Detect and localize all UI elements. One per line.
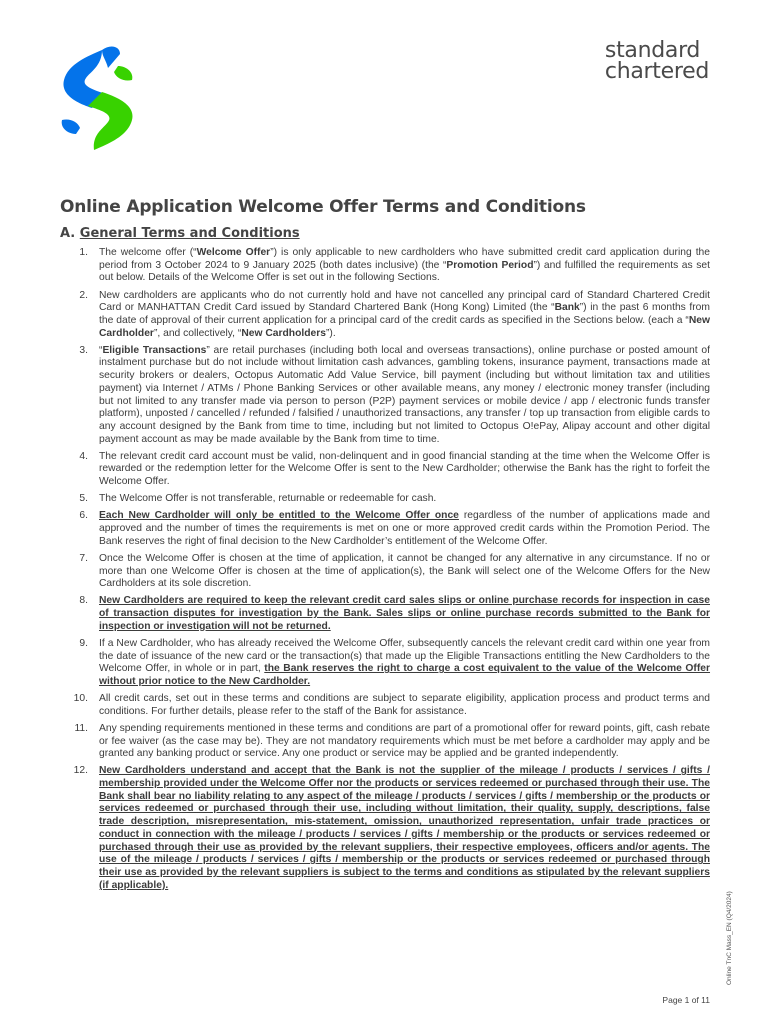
clause-number: 4.: [79, 450, 88, 462]
clause-text: ” are retail purchases (including both local and overseas transactions), online purchase or posted amount of instalment purchase but do not include without limitation cash advances, gambling tokens, insurance payment, transactions made at security brokers or dealers, Octopus Automatic Add Value Service, bill payment (including but without limitation tax and utilities payment) via Internet / ATMs / Phone Banking Services or other available means, any money / electronic money transfer (including but not limited to any transfer made via person to person (P2P) payment services or mobile device / app / electronic funds transfer platform), unposted / cancelled / refunded / falsified / unauthorized transactions, any transfer / top up transaction from eligible cards to any account designed by the Bank from time to time, including but not limited to Octopus O!ePay, Alipay account and other digital payment account as may be made available by the Bank from time to time.: [99, 344, 711, 445]
term-clause: [62, 723, 710, 761]
term-clause: [62, 638, 710, 689]
term-clause: [62, 451, 710, 489]
term-clause: [62, 510, 710, 548]
term-clause: [62, 247, 710, 285]
clause-text: New Cardholders: [241, 327, 326, 339]
clause-number: 3.: [79, 344, 88, 356]
clause-text: New Cardholders understand and accept that the Bank is not the supplier of the mileage / products / services / gifts / membership provided under the Welcome Offer nor the products or services redeemed or purchased through their use. The Bank shall bear no liability relating to any aspect of the mileage / products / services / gifts / membership or the products or services redeemed or purchased through their use, including without limitation, their quality, supply, descriptions, false trade description, misrepresentation, mis-statement, omission, unauthorized representation, unfair trade practices or conduct in connection with the mileage / products / services / gifts / membership or the products or services redeemed or purchased through their use as provided by the relevant suppliers, their respective employees, officers and/or agents. The use of the mileage / products / services / gifts / membership or the products or services redeemed or purchased through their use as provided by the relevant suppliers is subject to the terms and conditions as stipulated by the relevant suppliers (if applicable).: [99, 765, 710, 891]
clause-number: 1.: [79, 247, 88, 258]
clause-text: Promotion Period: [446, 259, 534, 271]
section-title: General Terms and Conditions: [79, 226, 300, 241]
logo-green-leaf-icon: [114, 66, 132, 81]
term-clause: [62, 553, 710, 591]
clause-number: 5.: [79, 493, 88, 505]
term-clause: [62, 693, 710, 718]
term-clause: [62, 595, 710, 633]
clause-number: 10.: [73, 693, 88, 705]
clause-text: New cardholders are applicants who do not currently hold and have not cancelled any principal card of Standard Chartered Credit Card or MANHATTAN Credit Card issued by Standard Chartered Bank (Hong Kong) Limited (the “: [99, 289, 710, 314]
term-clause: [62, 345, 710, 447]
clause-number: 9.: [79, 637, 88, 649]
section-heading-a: [60, 226, 300, 241]
clause-text: the Bank reserves the right to charge a cost equivalent to the value of the Welcome Offer without prior notice to the New Cardholder.: [99, 663, 711, 687]
logo-blue-leaf-icon: [62, 119, 80, 134]
clause-text: ”, and collectively, “: [153, 327, 242, 339]
clause-text: ”).: [326, 327, 336, 339]
page-number: Page 1 of 11: [662, 995, 710, 1005]
standard-chartered-logo-icon: [58, 42, 136, 158]
clause-text: All credit cards, set out in these terms and conditions are subject to separate eligibility, application process and product terms and conditions. For further details, please refer to the staff of the Bank for assistance.: [99, 693, 710, 717]
clause-text: The welcome offer (“: [99, 247, 197, 258]
clause-number: 2.: [79, 289, 88, 301]
clause-number: 6.: [79, 510, 88, 522]
clause-number: 11.: [74, 722, 88, 734]
clause-text: New Cardholders are required to keep the relevant credit card sales slips or online purchase records for inspection in case of transaction disputes for investigation by the Bank. Sales slips or online purchase records submitted to the Bank for inspection or investigation will not be returned.: [99, 595, 710, 632]
clause-text: The Welcome Offer is not transferable, returnable or redeemable for cash.: [99, 493, 437, 505]
clause-text: ”) in the past 6 months from the date of approval of their current application for a principal card of the credit cards as specified in the Sections below. (each a “: [99, 302, 710, 326]
clause-number: 12.: [73, 765, 88, 777]
brand-wordmark: [605, 40, 709, 82]
document-reference: Online TnC Mass_EN (Q4/2024): [726, 891, 733, 985]
clause-text: If a New Cardholder, who has already received the Welcome Offer, subsequently cancels the relevant credit card within one year from the date of issuance of the new card or the transaction(s) that made up the Eligible Transactions entitling the New Cardholders to the Welcome Offer, in whole or in part,: [99, 637, 710, 675]
clause-text: Any spending requirements mentioned in these terms and conditions are part of a promotional offer for reward points, gift, cash rebate or fee waiver (as the case may be). They are not mandatory requirements which must be met before a cardholder may apply and be granted any banking product or service. Any one product or service may be applied and be granted independently.: [99, 722, 710, 760]
terms-list: [62, 247, 710, 897]
clause-text: Bank: [554, 302, 580, 314]
clause-text: regardless of the number of applications made and approved and the number of times the requirements is met on one or more approved credit cards within the Promotion Period. The Bank reserves the right of final decision to the New Cardholder’s entitlement of the Welcome Offer.: [99, 510, 710, 547]
clause-text: ”) is only applicable to new cardholders who have submitted credit card application during the period from 3 October 2024 to 9 January 2025 (both dates inclusive) (the “: [99, 247, 711, 271]
term-clause: [62, 493, 710, 506]
brand-line-1: standard: [604, 38, 701, 63]
term-clause: [62, 290, 710, 341]
logo-blue-stroke-top-icon: [102, 47, 120, 68]
term-clause: [62, 765, 710, 892]
clause-text: Welcome Offer: [196, 247, 271, 258]
clause-text: The relevant credit card account must be valid, non-delinquent and in good financial standing at the time when the Welcome Offer is rewarded or the redemption letter for the Welcome Offer is sent to the New Cardholder; otherwise the Bank has the right to forfeit the Welcome Offer.: [99, 450, 710, 488]
clause-text: Once the Welcome Offer is chosen at the time of application, it cannot be changed for any alternative in any circumstance. If no or more than one Welcome Offer is chosen at the time of application(s), the Bank will select one of the Welcome Offers for the New Cardholders at its sole discretion.: [99, 552, 710, 590]
clause-text: Each New Cardholder will only be entitled to the Welcome Offer once: [99, 510, 459, 522]
clause-text: ”) and fulfilled the requirements as set out below. Details of the Welcome Offer is set out in the following Sections.: [99, 259, 710, 284]
section-letter: A.: [60, 226, 76, 241]
clause-number: 8.: [79, 595, 88, 607]
brand-line-2: chartered: [604, 59, 709, 84]
document-title: Online Application Welcome Offer Terms and Conditions: [60, 197, 586, 217]
clause-text: New Cardholder: [99, 314, 710, 339]
clause-text: Eligible Transactions: [102, 344, 207, 356]
clause-number: 7.: [79, 552, 88, 564]
logo-green-stroke-icon: [88, 92, 132, 150]
clause-text: “: [99, 344, 103, 356]
